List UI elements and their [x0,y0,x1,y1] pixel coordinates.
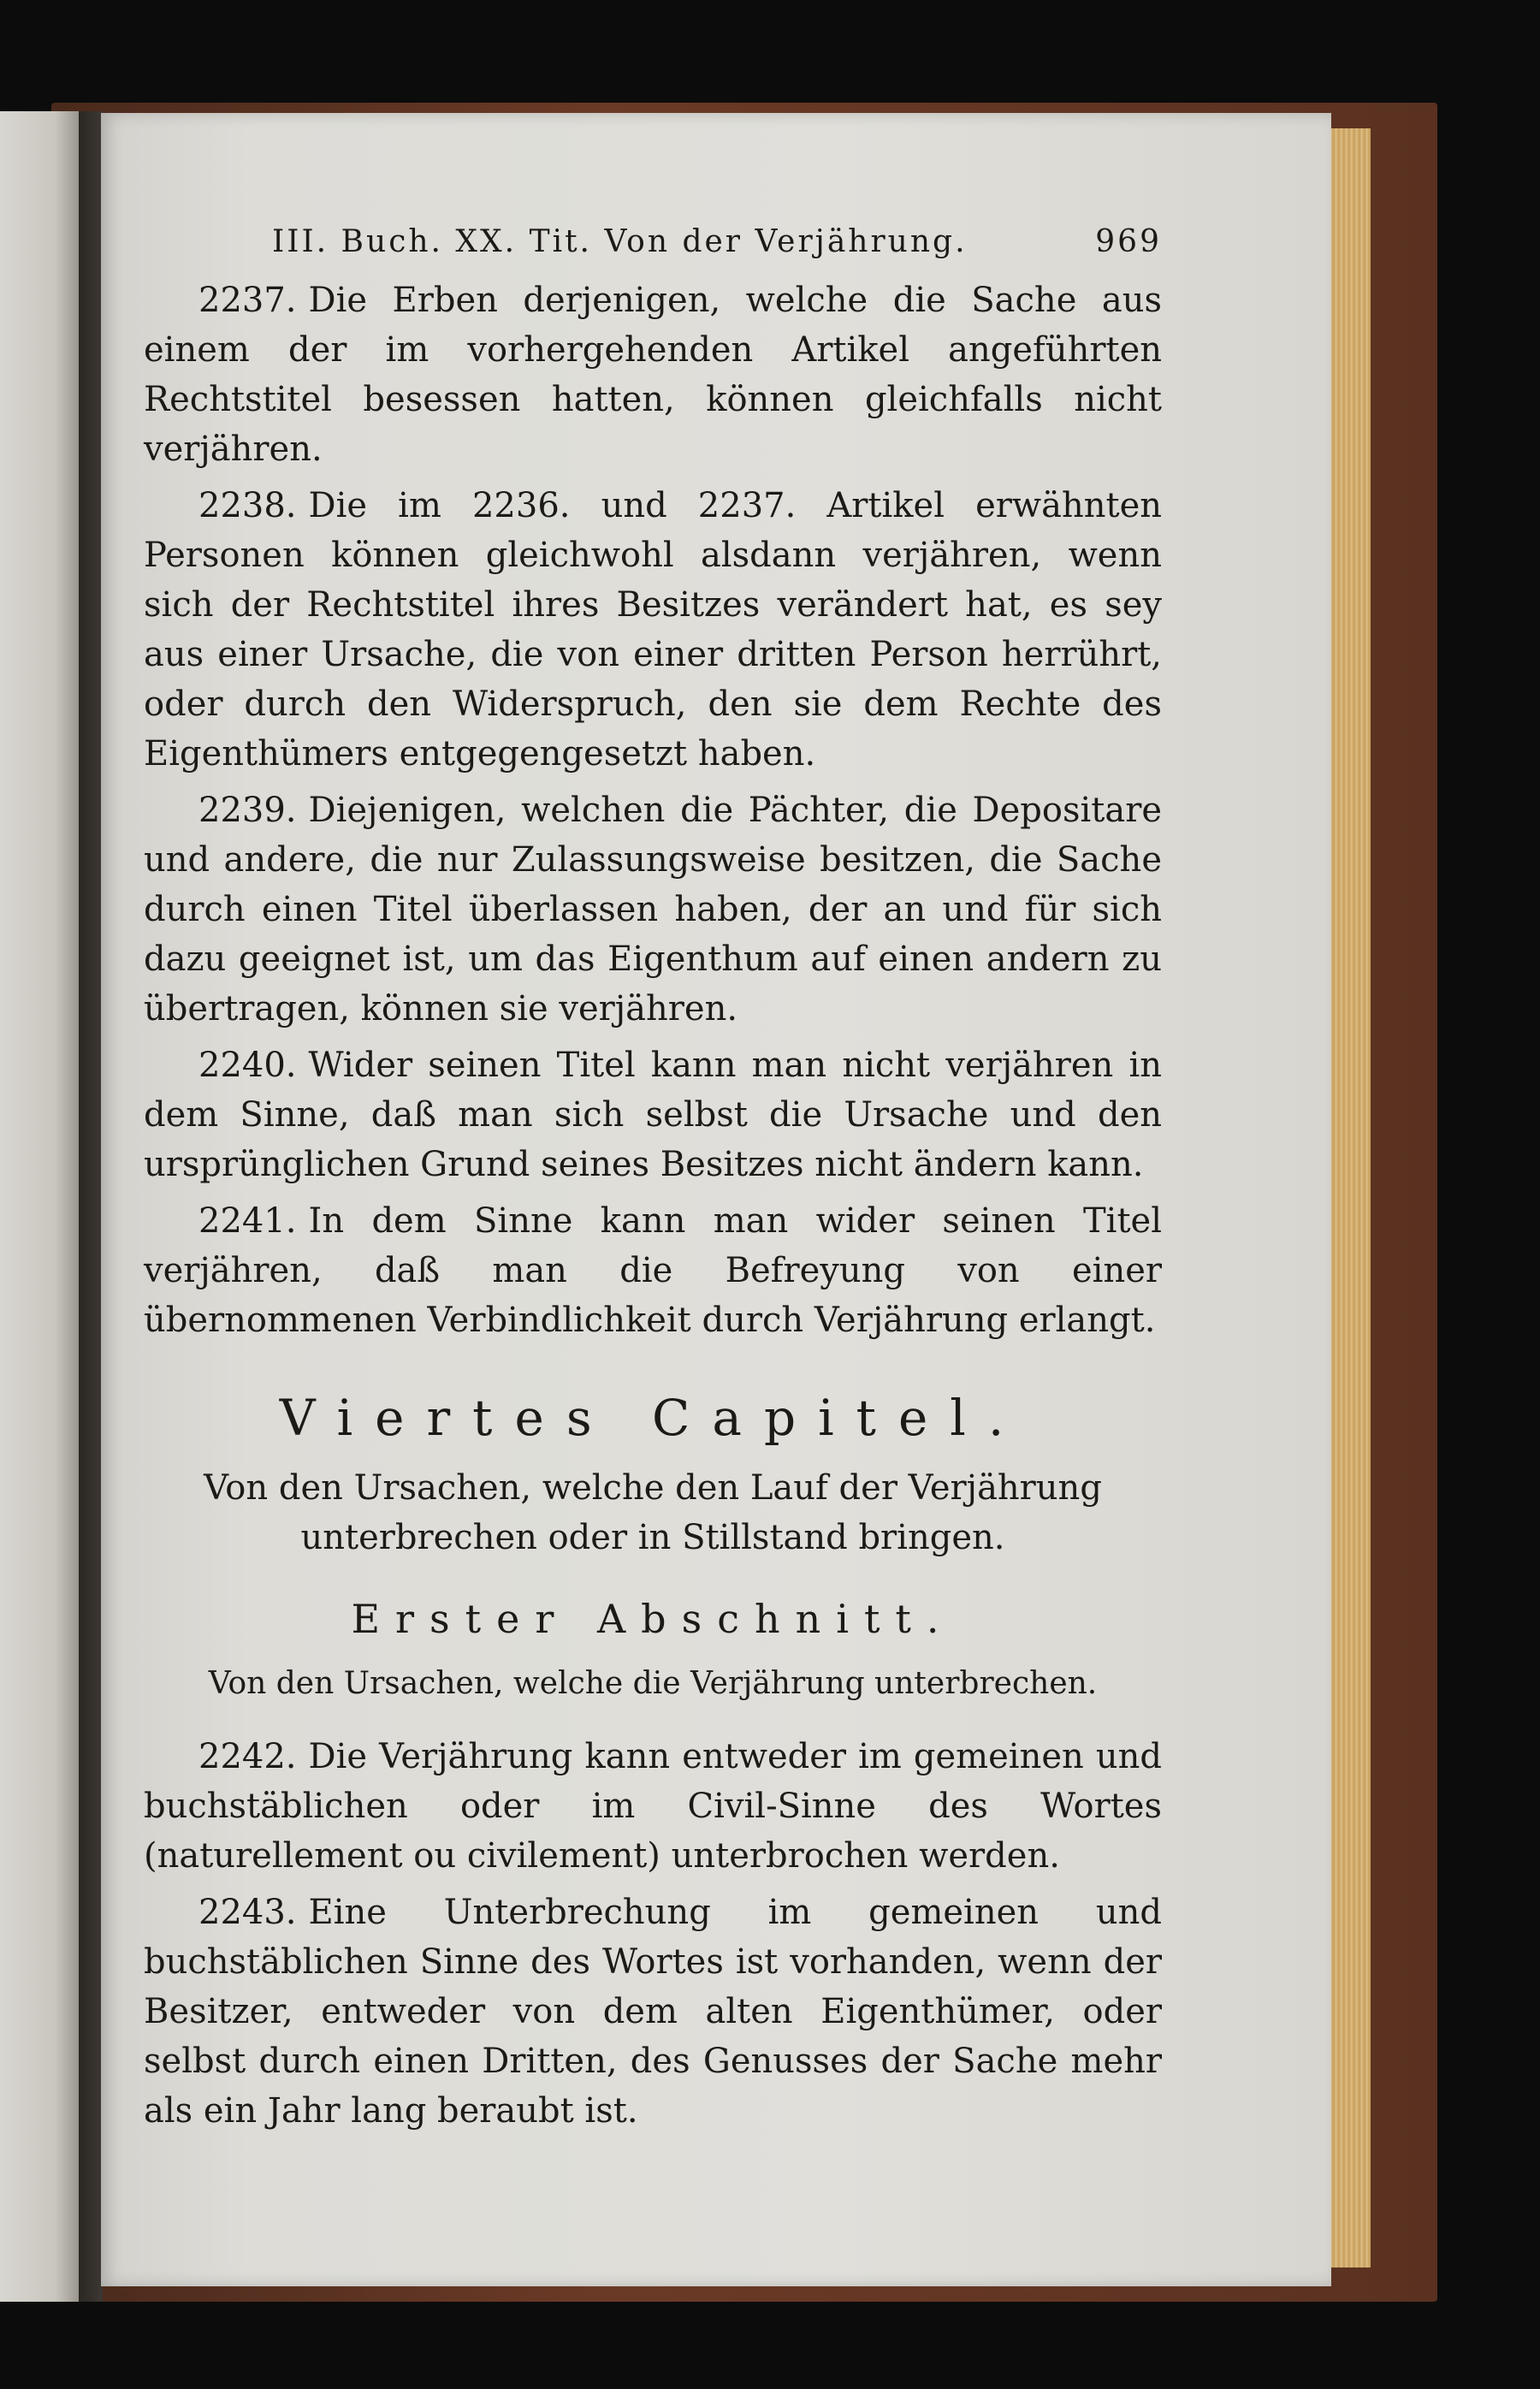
page-block-edges [1324,128,1371,2267]
article-paragraph [144,481,1162,779]
page-header [144,224,1162,276]
previous-page-edge [0,111,81,2302]
book-spine-shadow [79,111,103,2302]
article-number: 2242. [198,1737,297,1776]
chapter-subtitle: Von den Ursachen, welche den Lauf der Verjährung unterbrechen oder in Stillstand bringen. [204,1468,1102,1557]
article-paragraph [144,1196,1162,1345]
article-number: 2237. [198,281,297,320]
article-number: 2243. [198,1893,297,1932]
article-text: Die im 2236. und 2237. Artikel erwähnten Personen können gleichwohl alsdann verjähren, wenn sich der Rechtstitel ihres Besitzes verändert hat, es sey aus einer Ursache, die von einer dritten Person herrührt, oder durch den Widerspruch, den sie dem Rechte des Eigenthümers entgegengesetzt haben. [144,486,1162,774]
section-subtitle: Von den Ursachen, welche die Verjährung unterbrechen. [208,1666,1098,1701]
article-paragraph [144,1040,1162,1189]
article-text: Die Erben derjenigen, welche die Sache aus einem der im vorhergehenden Artikel angeführten Rechtstitel besessen hatten, können gleichfalls nicht verjähren. [144,281,1162,469]
article-paragraph [144,785,1162,1034]
article-text: In dem Sinne kann man wider seinen Titel verjähren, daß man die Befreyung von einer übernommenen Verbindlichkeit durch Verjährung erlangt. [144,1201,1162,1340]
page-content [144,224,1162,2143]
page-number: 969 [1095,224,1162,259]
article-paragraph [144,1888,1162,2136]
article-text: Die Verjährung kann entweder im gemeinen und buchstäblichen oder im Civil-Sinne des Wortes (naturellement ou civilement) unterbrochen werden. [144,1737,1162,1876]
article-number: 2238. [198,486,297,525]
article-text: Wider seinen Titel kann man nicht verjähren in dem Sinne, daß man sich selbst die Ursache und den ursprünglichen Grund seines Besitzes nicht ändern kann. [144,1046,1162,1184]
article-text: Diejenigen, welchen die Pächter, die Depositare und andere, die nur Zulassungsweise besitzen, die Sache durch einen Titel überlassen haben, der an und für sich dazu geeignet ist, um das Eigenthum auf einen andern zu übertragen, können sie verjähren. [144,791,1162,1029]
article-number: 2239. [198,791,297,830]
article-paragraph [144,1732,1162,1881]
article-text: Eine Unterbrechung im gemeinen und buchstäblichen Sinne des Wortes ist vorhanden, wenn der Besitzer, entweder von dem alten Eigenthümer, oder selbst durch einen Dritten, des Genusses der Sache mehr als ein Jahr lang beraubt ist. [144,1893,1162,2131]
chapter-title: Viertes Capitel. [279,1389,1027,1447]
article-number: 2241. [198,1201,297,1241]
article-number: 2240. [198,1046,297,1085]
book-page [101,113,1331,2286]
running-head: III. Buch. XX. Tit. Von der Verjährung. [272,224,968,259]
article-paragraph [144,276,1162,474]
section-title: Erster Abschnitt. [351,1596,955,1642]
